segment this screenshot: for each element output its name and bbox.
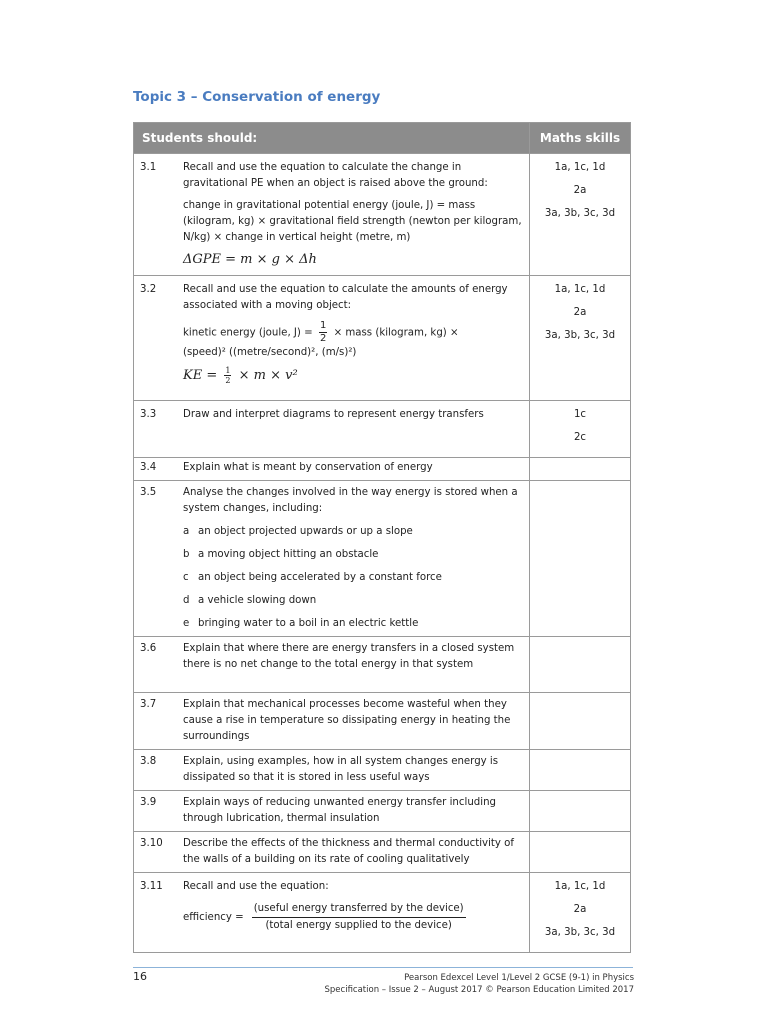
page-title: Topic 3 – Conservation of energy: [133, 89, 381, 105]
maths-skill: 1a, 1c, 1d: [554, 162, 606, 173]
statement-text: Explain what is meant by conservation of energy: [183, 462, 433, 473]
maths-skill: 2a: [573, 307, 587, 318]
list-item: b a moving object hitting an obstacle: [183, 549, 379, 560]
row-number: 3.11: [140, 881, 163, 892]
row-number: 3.6: [140, 643, 157, 654]
table-row: [134, 750, 631, 791]
row-number: 3.8: [140, 756, 157, 767]
ke-word-equation: kinetic energy (joule, J) = $\frac{1}{2}$ × mass (kilogram, kg) ×: [183, 320, 459, 344]
statement-text: Draw and interpret diagrams to represent energy transfers: [183, 409, 484, 420]
table-row: [134, 458, 631, 481]
maths-skills-header: Maths skills: [530, 123, 631, 154]
list-item: a an object projected upwards or up a slope: [183, 526, 413, 537]
maths-skill: 2a: [573, 904, 587, 915]
maths-skill: 3a, 3b, 3c, 3d: [544, 927, 616, 938]
statement-text: change in gravitational potential energy (joule, J) = mass (kilogram, kg) × gravitational field strength (newton per kilogram, N/kg) × change in vertical height (metre, m): [183, 200, 522, 243]
table-row: [134, 637, 631, 693]
row-number: 3.7: [140, 699, 157, 710]
footer-line-2: Specification – Issue 2 – August 2017 © Pearson Education Limited 2017: [324, 985, 634, 995]
maths-skill: 1a, 1c, 1d: [554, 284, 606, 295]
statement-text: Explain that mechanical processes become wasteful when they cause a rise in temperature so dissipating energy in heating the surroundings: [183, 699, 511, 742]
table-row: [134, 873, 631, 953]
maths-skill: 1c: [573, 409, 587, 420]
maths-skill: 1a, 1c, 1d: [554, 881, 606, 892]
maths-skill: 2a: [573, 185, 587, 196]
row-number: 3.1: [140, 162, 157, 173]
table-row: [134, 154, 631, 276]
ke-equation: KE = $\frac{1}{2}$ × m × v²: [183, 366, 298, 385]
gpe-equation: ΔGPE = m × g × Δh: [183, 252, 317, 267]
footer-divider: [133, 967, 633, 968]
table-row: [134, 832, 631, 873]
page-number: 16: [133, 970, 147, 983]
row-number: 3.5: [140, 487, 157, 498]
specification-table: [133, 122, 631, 953]
statement-text: Explain that where there are energy transfers in a closed system there is no net change to the total energy in that system: [183, 643, 515, 670]
maths-skill: 2c: [573, 432, 587, 443]
statement-text: Describe the effects of the thickness and thermal conductivity of the walls of a building on its rate of cooling qualitatively: [183, 838, 514, 865]
row-number: 3.9: [140, 797, 157, 808]
statement-text: Explain ways of reducing unwanted energy transfer including through lubrication, thermal insulation: [183, 797, 497, 824]
table-row: [134, 401, 631, 458]
statement-text: Recall and use the equation to calculate the amounts of energy associated with a moving object:: [183, 284, 508, 311]
table-row: [134, 791, 631, 832]
list-item: c an object being accelerated by a constant force: [183, 572, 442, 583]
footer-line-1: Pearson Edexcel Level 1/Level 2 GCSE (9-1) in Physics: [404, 973, 634, 983]
maths-skill: 3a, 3b, 3c, 3d: [544, 330, 616, 341]
row-number: 3.2: [140, 284, 157, 295]
list-item: d a vehicle slowing down: [183, 595, 317, 606]
table-row: [134, 276, 631, 401]
row-number: 3.10: [140, 838, 163, 849]
row-number: 3.3: [140, 409, 157, 420]
list-item: e bringing water to a boil in an electric kettle: [183, 618, 419, 629]
students-should-header: Students should:: [134, 123, 530, 154]
footer-text: [325, 972, 634, 996]
statement-text: Explain, using examples, how in all system changes energy is dissipated so that it is stored in less useful ways: [183, 756, 499, 783]
half-fraction: $\frac{1}{2}$: [319, 320, 327, 344]
statement-text: Recall and use the equation to calculate the change in gravitational PE when an object is raised above the ground:: [183, 162, 488, 189]
efficiency-equation: efficiency = $\frac{\text{(useful energy transferred by the device)}}{\text{(total energy supplied to the device)}}$: [183, 903, 464, 931]
maths-skill: 3a, 3b, 3c, 3d: [544, 208, 616, 219]
statement-text: Recall and use the equation:: [183, 881, 329, 892]
table-row: [134, 481, 631, 637]
table-header-row: [134, 123, 631, 154]
row-number: 3.4: [140, 462, 157, 473]
statement-text: (speed)² ((metre/second)², (m/s)²): [183, 347, 357, 358]
table-row: [134, 693, 631, 750]
statement-text: Analyse the changes involved in the way energy is stored when a system changes, including:: [183, 487, 518, 514]
